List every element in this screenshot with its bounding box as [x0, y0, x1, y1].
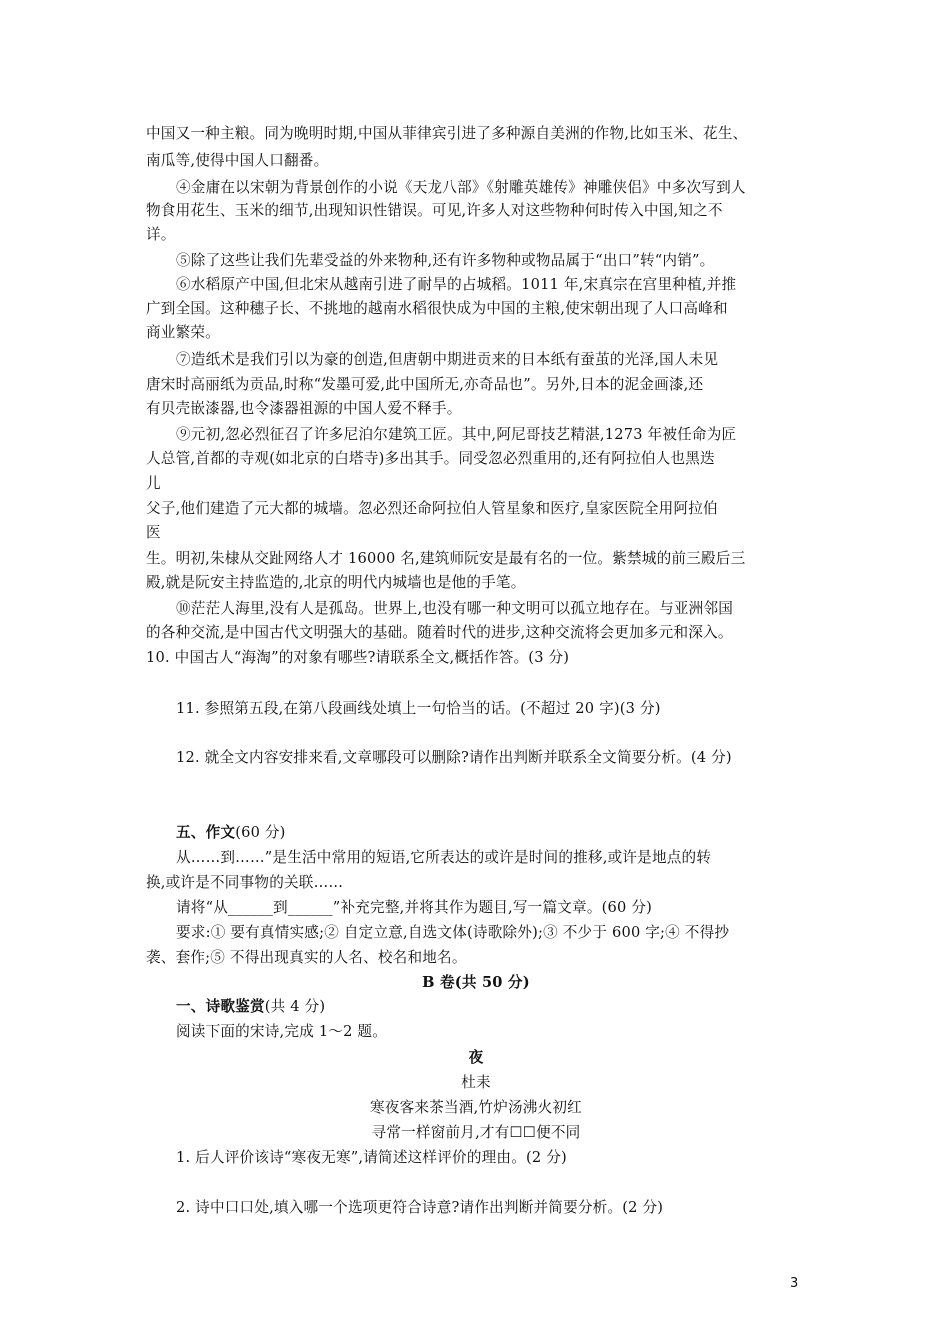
poem-line: 寻常一样窗前月,才有☐☐便不同 — [371, 1124, 581, 1141]
paragraph-4-line: 详。 — [146, 226, 176, 243]
essay-line: 从……到……”是生活中常用的短语,它所表达的或许是时间的推移,或许是地点的转 — [176, 849, 712, 866]
part-b-title: B 卷(共 50 分) — [422, 974, 530, 991]
paragraph-9-line: 医 — [146, 524, 161, 541]
poetry-section-label: 一、诗歌鉴赏 — [176, 998, 265, 1015]
question-10: 10. 中国古人“海淘”的对象有哪些?请联系全文,概括作答。(3 分) — [146, 649, 570, 666]
paragraph-9-line: ⑨元初,忽必烈征召了许多尼泊尔建筑工匠。其中,阿尼哥技艺精湛,1273 年被任命为匠 — [176, 426, 737, 443]
paragraph-line: 南瓜等,使得中国人口翻番。 — [146, 152, 329, 169]
page-number: 3 — [790, 1276, 799, 1291]
essay-heading — [176, 821, 846, 845]
paragraph-10-line: ⑩茫茫人海里,没有人是孤岛。世界上,也没有哪一种文明可以孤立地存在。与亚洲邻国 — [176, 600, 734, 617]
poem-line: 寒夜客来茶当酒,竹炉汤沸火初红 — [370, 1099, 582, 1116]
essay-line: 换,或许是不同事物的关联…… — [146, 874, 344, 891]
paragraph-line: 中国又一种主粮。同为晚明时期,中国从菲律宾引进了多种源自美洲的作物,比如玉米、花生、 — [146, 125, 748, 142]
paragraph-4-line: ④金庸在以宋朝为背景创作的小说《天龙八部》《射雕英雄传》神雕侠侣》中多次写到人 — [176, 179, 746, 196]
essay-heading-label: 五、作文 — [176, 824, 236, 841]
paragraph-6-line: 广到全国。这种穗子长、不挑地的越南水稻很快成为中国的主粮,使宋朝出现了人口高峰和 — [146, 300, 728, 317]
paragraph-7-line: 有贝壳嵌漆器,也令漆器祖源的中国人爱不释手。 — [146, 400, 462, 417]
poetry-question-2: 2. 诗中口口处,填入哪一个选项更符合诗意?请作出判断并简要分析。(2 分) — [176, 1199, 664, 1216]
paragraph-4-line: 物食用花生、玉米的细节,出现知识性错误。可见,许多人对这些物种何时传入中国,知之不 — [146, 202, 723, 219]
essay-requirements-line: 袭、套作;⑤ 不得出现真实的人名、校名和地名。 — [146, 949, 467, 966]
poetry-section-score: (共 4 分) — [264, 998, 326, 1015]
paragraph-10-line: 的各种交流,是中国古代文明强大的基础。随着时代的进步,这种交流将会更加多元和深入。 — [146, 624, 733, 641]
poem-author: 杜耒 — [461, 1074, 491, 1091]
essay-requirements-line: 要求:① 要有真情实感;② 自定立意,自选文体(诗歌除外);③ 不少于 600 字;④ 不得抄 — [176, 924, 730, 941]
essay-heading-score: (60 分) — [235, 824, 286, 841]
paragraph-5-line: ⑤除了这些让我们先辈受益的外来物种,还有许多物种或物品属于“出口”转“内销”。 — [176, 252, 715, 269]
paragraph-9-line: 殿,就是阮安主持监造的,北京的明代内城墙也是他的手笔。 — [146, 574, 526, 591]
paragraph-7-line: ⑦造纸术是我们引以为豪的创造,但唐朝中期进贡来的日本纸有蚕茧的光泽,国人未见 — [176, 351, 719, 368]
paragraph-9-line: 人总管,首都的寺观(如北京的白塔寺)多出其手。同受忽必烈重用的,还有阿拉伯人也黑迭 — [146, 450, 715, 467]
paragraph-6-line: 商业繁荣。 — [146, 324, 220, 341]
poetry-intro: 阅读下面的宋诗,完成 1～2 题。 — [176, 1023, 388, 1040]
poem-title: 夜 — [468, 1049, 484, 1066]
poetry-question-1: 1. 后人评价该诗“寒夜无寒”,请简述这样评价的理由。(2 分) — [176, 1149, 567, 1166]
essay-line: 请将“从______到______”补充完整,并将其作为题目,写一篇文章。(60 分) — [176, 899, 653, 916]
question-11: 11. 参照第五段,在第八段画线处填上一句恰当的话。(不超过 20 字)(3 分) — [176, 700, 661, 717]
paragraph-9-line: 儿 — [146, 475, 161, 492]
poetry-section-heading — [176, 995, 846, 1019]
paragraph-7-line: 唐宋时高丽纸为贡品,时称“发墨可爱,此中国所无,亦奇品也”。另外,日本的泥金画漆,还 — [146, 376, 704, 393]
paragraph-6-line: ⑥水稻原产中国,但北宋从越南引进了耐旱的占城稻。1011 年,宋真宗在宫里种植,并推 — [176, 276, 737, 293]
paragraph-9-line: 生。明初,朱棣从交趾网络人才 16000 名,建筑师阮安是最有名的一位。紫禁城的前三殿后三 — [146, 550, 746, 567]
paragraph-9-line: 父子,他们建造了元大都的城墙。忽必烈还命阿拉伯人管星象和医疗,皇家医院全用阿拉伯 — [146, 500, 718, 517]
question-12: 12. 就全文内容安排来看,文章哪段可以删除?请作出判断并联系全文简要分析。(4 分) — [176, 749, 732, 766]
